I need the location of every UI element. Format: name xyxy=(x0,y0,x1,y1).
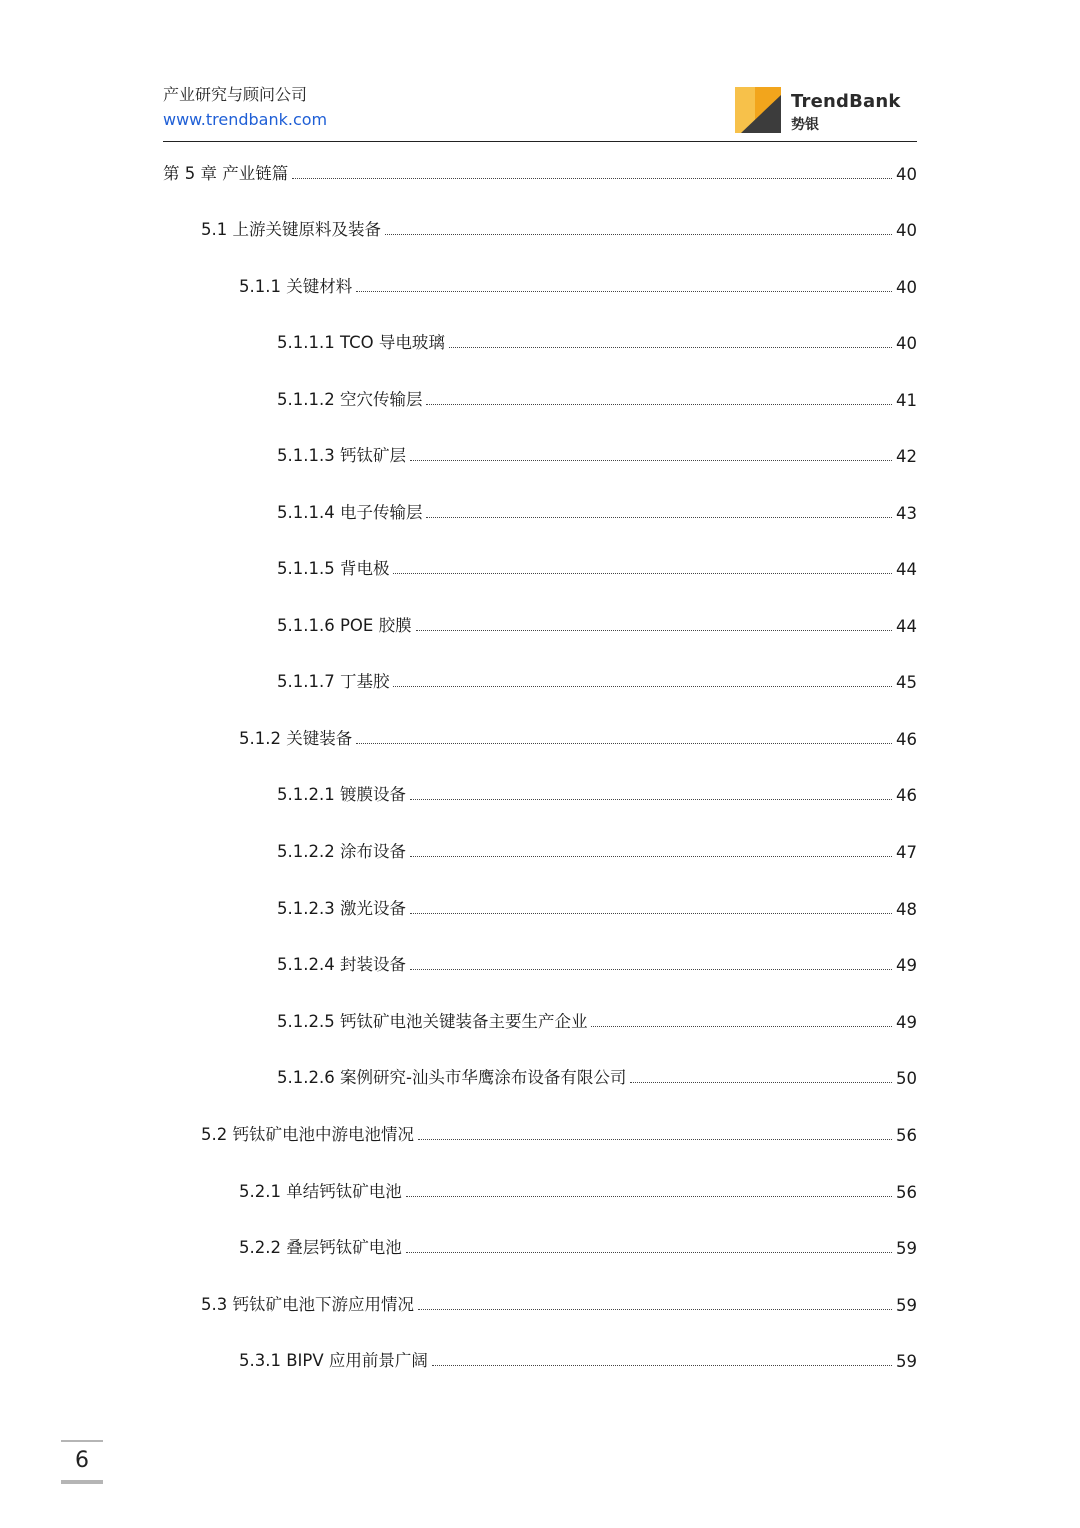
toc-entry[interactable] xyxy=(239,1234,917,1258)
toc-leader-dots xyxy=(406,1252,892,1253)
toc-leader-dots xyxy=(630,1082,892,1083)
toc-entry-title: 5.2.2 叠层钙钛矿电池 xyxy=(239,1238,402,1257)
toc-leader-dots xyxy=(393,573,892,574)
toc-entry[interactable] xyxy=(277,838,917,862)
toc-entry-page: 44 xyxy=(896,560,917,579)
toc-entry[interactable] xyxy=(239,1178,917,1202)
toc-entry-title: 5.1.2.5 钙钛矿电池关键装备主要生产企业 xyxy=(277,1012,588,1031)
toc-entry[interactable] xyxy=(277,951,917,975)
toc-entry-page: 59 xyxy=(896,1296,917,1315)
toc-entry[interactable] xyxy=(201,1121,917,1145)
toc-entry[interactable] xyxy=(277,612,917,636)
toc-leader-dots xyxy=(591,1026,892,1027)
toc-leader-dots xyxy=(418,1139,892,1140)
toc-entry-page: 42 xyxy=(896,447,917,466)
toc-leader-dots xyxy=(292,178,892,179)
toc-entry-page: 46 xyxy=(896,730,917,749)
toc-leader-dots xyxy=(385,234,892,235)
toc-leader-dots xyxy=(356,743,892,744)
toc-entry-page: 40 xyxy=(896,278,917,297)
toc-entry-page: 45 xyxy=(896,673,917,692)
footer-top-rule xyxy=(61,1440,103,1442)
toc-entry-title: 5.2.1 单结钙钛矿电池 xyxy=(239,1182,402,1201)
toc-entry-page: 40 xyxy=(896,221,917,240)
toc-entry[interactable] xyxy=(277,442,917,466)
toc-entry-page: 50 xyxy=(896,1069,917,1088)
toc-entry[interactable] xyxy=(239,725,917,749)
toc-entry-page: 47 xyxy=(896,843,917,862)
page-number: 6 xyxy=(75,1448,89,1473)
toc-entry[interactable] xyxy=(239,1347,917,1371)
toc-entry[interactable] xyxy=(277,329,917,353)
website-link[interactable]: www.trendbank.com xyxy=(163,110,328,129)
toc-entry-title: 5.1.1.2 空穴传输层 xyxy=(277,390,423,409)
toc-leader-dots xyxy=(410,460,892,461)
toc-entry-page: 44 xyxy=(896,617,917,636)
toc-entry-title: 5.1.1.1 TCO 导电玻璃 xyxy=(277,333,445,352)
page-number-footer xyxy=(61,1440,103,1485)
toc-leader-dots xyxy=(356,291,892,292)
toc-entry-page: 59 xyxy=(896,1239,917,1258)
toc-entry-page: 59 xyxy=(896,1352,917,1371)
toc-leader-dots xyxy=(410,856,892,857)
toc-entry-title: 5.1.1.4 电子传输层 xyxy=(277,503,423,522)
toc-entry-title: 5.1.1.5 背电极 xyxy=(277,559,390,578)
toc-leader-dots xyxy=(426,517,892,518)
toc-entry[interactable] xyxy=(163,160,917,184)
logo-name: TrendBank xyxy=(791,91,901,112)
toc-leader-dots xyxy=(393,686,892,687)
toc-entry[interactable] xyxy=(277,781,917,805)
toc-entry[interactable] xyxy=(201,1291,917,1315)
toc-entry-page: 48 xyxy=(896,900,917,919)
toc-entry[interactable] xyxy=(277,895,917,919)
toc-entry-title: 5.3.1 BIPV 应用前景广阔 xyxy=(239,1351,428,1370)
toc-entry[interactable] xyxy=(277,499,917,523)
toc-entry[interactable] xyxy=(277,555,917,579)
toc-leader-dots xyxy=(410,969,892,970)
toc-entry-title: 5.1 上游关键原料及装备 xyxy=(201,220,381,239)
toc-entry-page: 56 xyxy=(896,1126,917,1145)
toc-entry[interactable] xyxy=(277,1064,917,1088)
toc-entry-title: 5.1.2 关键装备 xyxy=(239,729,353,748)
toc-entry-title: 5.1.1.3 钙钛矿层 xyxy=(277,446,406,465)
toc-entry-title: 5.1.2.3 激光设备 xyxy=(277,899,406,918)
toc-entry-title: 第 5 章 产业链篇 xyxy=(163,164,289,183)
logo-subname: 势银 xyxy=(791,117,819,133)
toc-entry-page: 40 xyxy=(896,165,917,184)
toc-entry[interactable] xyxy=(277,668,917,692)
toc-leader-dots xyxy=(449,347,892,348)
toc-leader-dots xyxy=(426,404,892,405)
toc-entry-page: 43 xyxy=(896,504,917,523)
company-tagline: 产业研究与顾问公司 xyxy=(163,85,308,104)
toc-leader-dots xyxy=(418,1309,892,1310)
toc-entry-title: 5.3 钙钛矿电池下游应用情况 xyxy=(201,1295,414,1314)
toc-entry-title: 5.1.2.4 封装设备 xyxy=(277,955,406,974)
toc-entry[interactable] xyxy=(201,216,917,240)
toc-leader-dots xyxy=(410,799,892,800)
toc-entry-page: 46 xyxy=(896,786,917,805)
toc-entry-page: 41 xyxy=(896,391,917,410)
toc-entry-page: 56 xyxy=(896,1183,917,1202)
toc-leader-dots xyxy=(406,1196,892,1197)
toc-entry-page: 49 xyxy=(896,1013,917,1032)
toc-entry[interactable] xyxy=(277,386,917,410)
toc-leader-dots xyxy=(416,630,892,631)
toc-entry-page: 40 xyxy=(896,334,917,353)
toc-entry-page: 49 xyxy=(896,956,917,975)
toc-leader-dots xyxy=(410,913,892,914)
toc-leader-dots xyxy=(432,1365,892,1366)
toc-entry-title: 5.1.2.6 案例研究-汕头市华鹰涂布设备有限公司 xyxy=(277,1068,627,1087)
toc-entry[interactable] xyxy=(277,1008,917,1032)
toc-entry-title: 5.1.2.1 镀膜设备 xyxy=(277,785,406,804)
toc-entry-title: 5.1.1 关键材料 xyxy=(239,277,353,296)
toc-entry-title: 5.2 钙钛矿电池中游电池情况 xyxy=(201,1125,414,1144)
toc-entry-title: 5.1.2.2 涂布设备 xyxy=(277,842,406,861)
toc-entry-title: 5.1.1.6 POE 胶膜 xyxy=(277,616,412,635)
toc-entry-title: 5.1.1.7 丁基胶 xyxy=(277,672,390,691)
toc-entry[interactable] xyxy=(239,273,917,297)
footer-bottom-rule xyxy=(61,1480,103,1484)
